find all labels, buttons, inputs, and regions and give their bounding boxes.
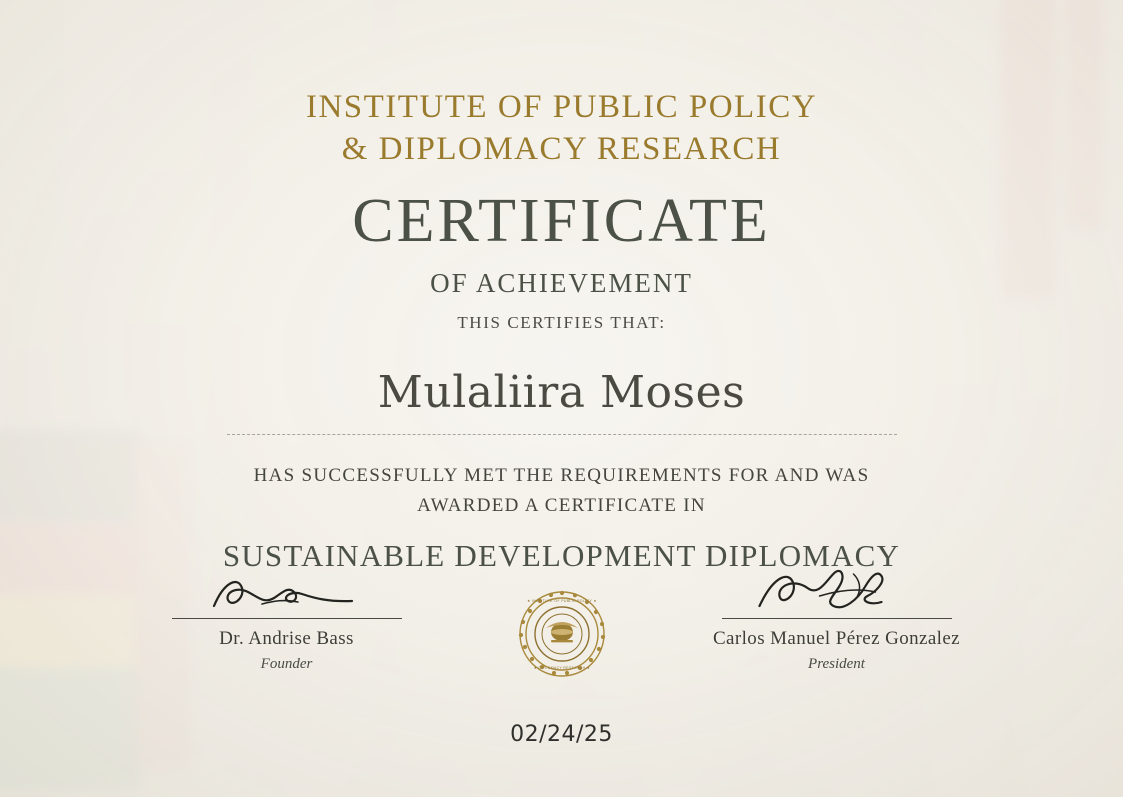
organization-line-1: INSTITUTE OF PUBLIC POLICY [305,89,818,125]
recipient-name: Mulaliira Moses [377,367,746,419]
signature-title: President [808,656,865,672]
seal-container [507,566,617,678]
handwritten-signature-icon [749,566,924,618]
signature-name: Carlos Manuel Pérez Gonzalez [712,628,961,649]
certifies-label: THIS CERTIFIES THAT: [457,313,666,333]
svg-text:★ DIPLOMACY RESEARCH ★: ★ DIPLOMACY RESEARCH ★ [533,666,590,670]
official-seal-icon [518,590,606,678]
signature-block-president [687,566,987,673]
signature-mark-president [687,566,987,618]
signature-line [172,618,402,619]
body-text [0,461,1123,520]
signature-row [0,566,1123,678]
certificate-title: CERTIFICATE [352,187,771,256]
signature-line [722,618,952,619]
organization-name [0,86,1123,170]
signature-block-founder [137,566,437,673]
signature-mark-founder [137,566,437,618]
course-title: SUSTAINABLE DEVELOPMENT DIPLOMACY [222,538,901,574]
issue-date: 02/24/25 [510,722,613,747]
body-line-1: HAS SUCCESSFULLY MET THE REQUIREMENTS FOR AND WAS [253,465,870,487]
certificate-subtitle: OF ACHIEVEMENT [430,268,693,299]
recipient-underline [227,434,897,435]
handwritten-signature-icon [202,568,372,618]
signature-name: Dr. Andrise Bass [219,628,354,649]
body-line-2: AWARDED A CERTIFICATE IN [417,494,706,516]
signature-title: Founder [260,656,313,672]
organization-line-2: & DIPLOMACY RESEARCH [341,131,782,168]
svg-text:★ INSTITUTE OF PUBLIC POLICY ★: ★ INSTITUTE OF PUBLIC POLICY ★ [526,599,597,603]
